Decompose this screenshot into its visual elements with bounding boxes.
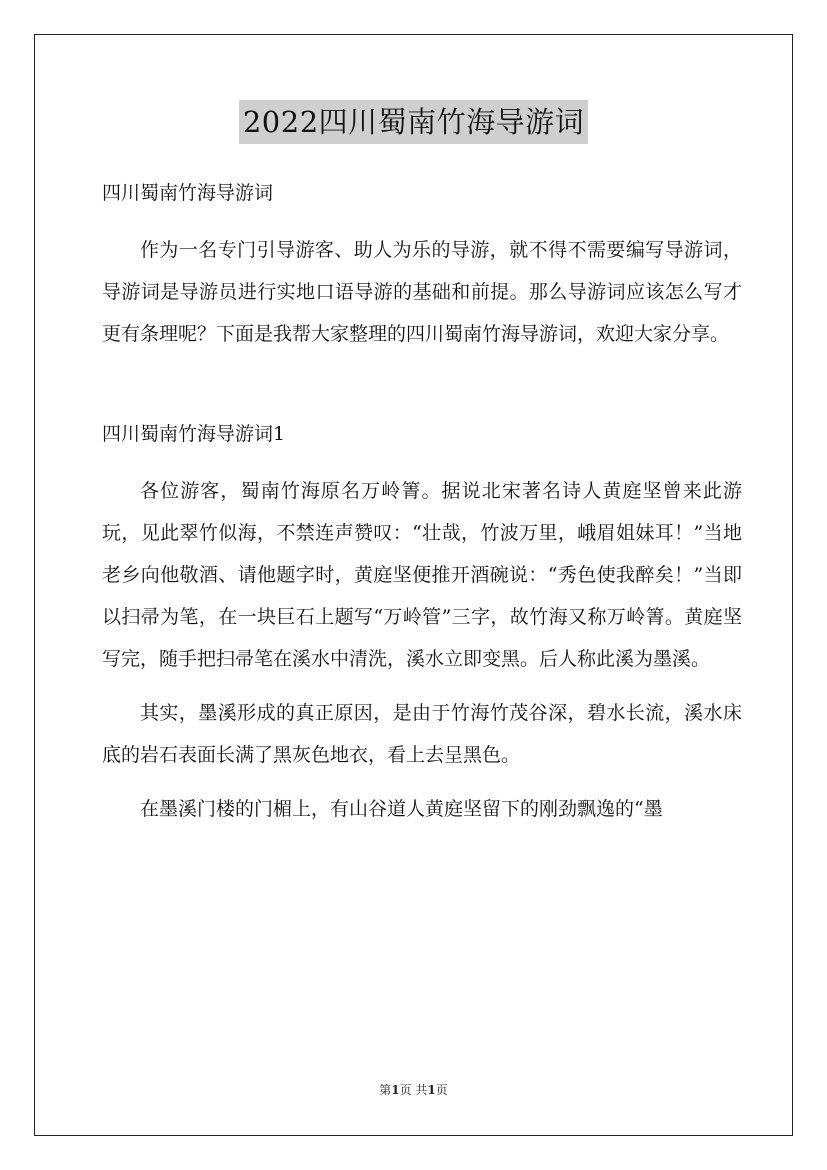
section-heading-1: 四川蜀南竹海导游词1 bbox=[102, 423, 286, 445]
section-paragraph: 其实，墨溪形成的真正原因，是由于竹海竹茂谷深，碧水长流，溪水床底的岩石表面长满了黑灰色地衣，看上去呈黑色。 bbox=[102, 702, 742, 766]
document-title: 2022四川蜀南竹海导游词 bbox=[239, 100, 588, 144]
section-paragraph: 在墨溪门楼的门楣上，有山谷道人黄庭坚留下的刚劲飘逸的“墨 bbox=[140, 798, 663, 820]
page-footer bbox=[0, 1082, 827, 1098]
intro-paragraph: 作为一名专门引导游客、助人为乐的导游，就不得不需要编写导游词，导游词是导游员进行实地口语导游的基础和前提。那么导游词应该怎么写才更有条理呢？下面是我帮大家整理的四川蜀南竹海导游词，欢迎大家分享。 bbox=[102, 239, 742, 345]
footer-page-suffix: 页 bbox=[435, 1083, 448, 1097]
footer-page-mid: 页 共 bbox=[399, 1083, 428, 1097]
section-paragraph: 各位游客，蜀南竹海原名万岭箐。据说北宋著名诗人黄庭坚曾来此游玩，见此翠竹似海，不禁连声赞叹：“壮哉，竹波万里，峨眉姐妹耳！”当地老乡向他敬酒、请他题字时，黄庭坚便推开酒碗说：“秀色使我醉矣！”当即以扫帚为笔，在一块巨石上题写“万岭管”三字，故竹海又称万岭箐。黄庭坚写完，随手把扫帚笔在溪水中清洗，溪水立即变黑。后人称此溪为墨溪。 bbox=[102, 480, 742, 670]
intro-heading: 四川蜀南竹海导游词 bbox=[102, 182, 274, 204]
title-container bbox=[0, 100, 827, 144]
document-body bbox=[102, 172, 742, 830]
footer-page-prefix: 第 bbox=[379, 1083, 392, 1097]
footer-page-current: 1 bbox=[391, 1083, 400, 1097]
footer-page-total: 1 bbox=[427, 1083, 436, 1097]
